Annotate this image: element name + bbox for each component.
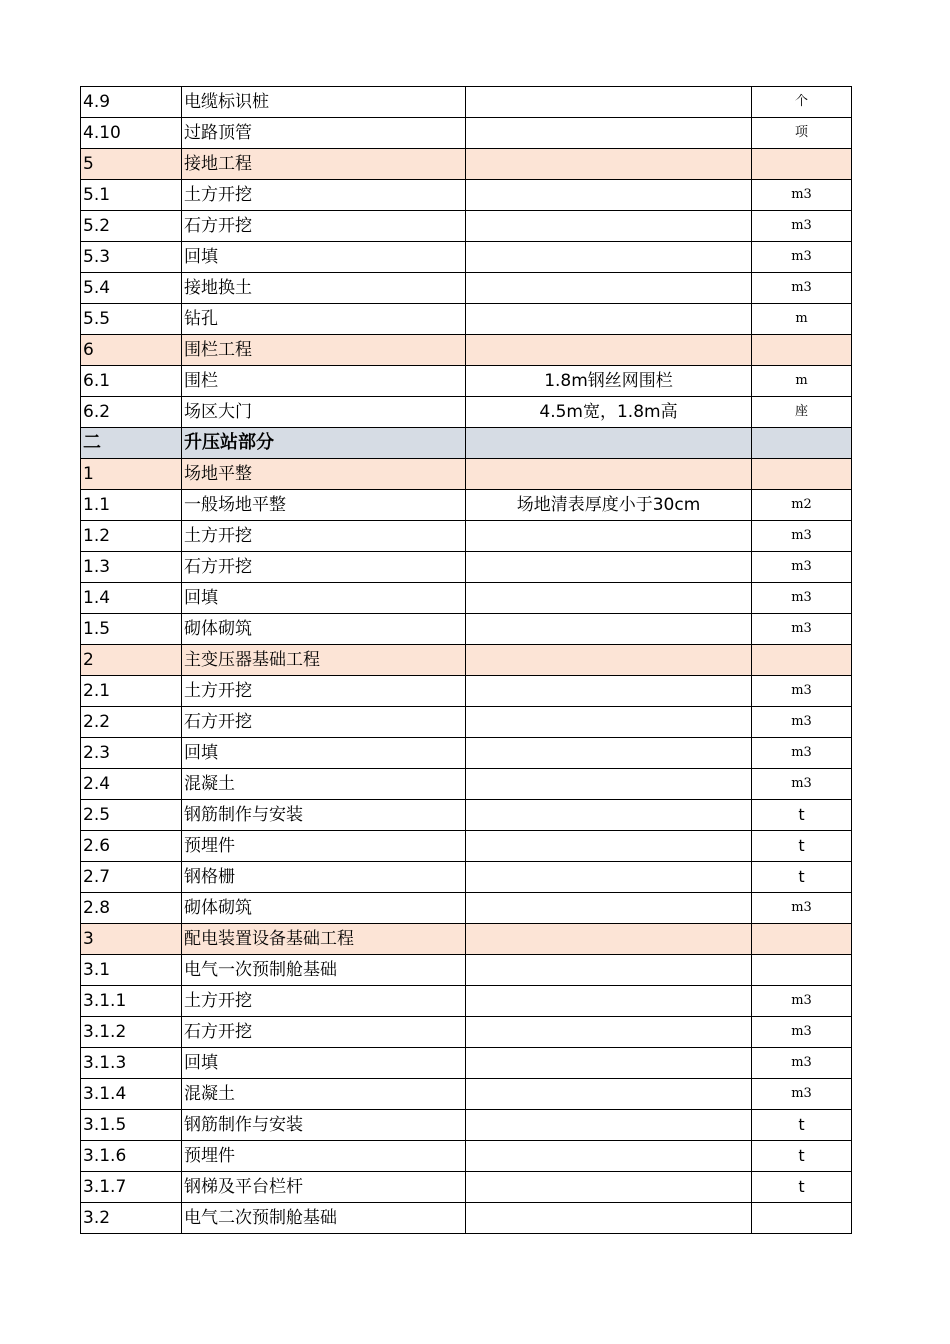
item-number-cell[interactable]: 2.4 [81,769,182,800]
unit-cell[interactable]: m3 [752,242,852,273]
spec-cell[interactable] [466,1079,752,1110]
unit-cell[interactable]: 座 [752,397,852,428]
item-name-cell[interactable]: 土方开挖 [182,986,466,1017]
unit-cell[interactable]: 项 [752,118,852,149]
table-row [81,1079,852,1110]
item-name-cell[interactable]: 石方开挖 [182,707,466,738]
table-row [81,583,852,614]
item-name-cell[interactable]: 土方开挖 [182,676,466,707]
item-number-cell[interactable]: 2 [81,645,182,676]
unit-cell[interactable]: m [752,366,852,397]
table-row [81,1017,852,1048]
subsection-header-row [81,924,852,955]
item-name-cell[interactable]: 电气一次预制舱基础 [182,955,466,986]
item-number-cell[interactable]: 3.1.7 [81,1172,182,1203]
unit-cell[interactable]: m3 [752,1017,852,1048]
unit-cell[interactable]: m3 [752,707,852,738]
item-name-cell[interactable]: 预埋件 [182,831,466,862]
unit-cell[interactable] [752,1203,852,1234]
item-name-cell[interactable]: 一般场地平整 [182,490,466,521]
spec-cell[interactable] [466,986,752,1017]
item-name-cell[interactable]: 混凝土 [182,1079,466,1110]
item-number-cell[interactable]: 2.5 [81,800,182,831]
table-row [81,738,852,769]
item-name-cell[interactable]: 接地工程 [182,149,466,180]
item-number-cell[interactable]: 1.3 [81,552,182,583]
unit-cell[interactable] [752,428,852,459]
spec-cell[interactable] [466,428,752,459]
unit-cell[interactable] [752,955,852,986]
item-number-cell[interactable]: 2.1 [81,676,182,707]
spec-cell[interactable] [466,614,752,645]
item-name-cell[interactable]: 电气二次预制舱基础 [182,1203,466,1234]
unit-cell[interactable]: 个 [752,87,852,118]
item-name-cell[interactable]: 升压站部分 [182,428,466,459]
table-row [81,180,852,211]
spec-cell[interactable] [466,459,752,490]
table-row [81,490,852,521]
spec-cell[interactable]: 4.5m宽，1.8m高 [466,397,752,428]
item-number-cell[interactable]: 2.3 [81,738,182,769]
item-name-cell[interactable]: 回填 [182,583,466,614]
unit-cell[interactable]: m3 [752,180,852,211]
spec-cell[interactable] [466,1172,752,1203]
item-number-cell[interactable]: 6.1 [81,366,182,397]
spec-cell[interactable] [466,149,752,180]
spec-cell[interactable] [466,1141,752,1172]
spec-cell[interactable] [466,583,752,614]
quantity-table [80,86,852,1234]
spec-cell[interactable] [466,335,752,366]
item-number-cell[interactable]: 6.2 [81,397,182,428]
table-row [81,614,852,645]
item-number-cell[interactable]: 6 [81,335,182,366]
item-number-cell[interactable]: 4.10 [81,118,182,149]
unit-cell[interactable]: m3 [752,676,852,707]
unit-cell[interactable] [752,459,852,490]
item-name-cell[interactable]: 砌体砌筑 [182,614,466,645]
table-row [81,1203,852,1234]
table-row [81,831,852,862]
item-name-cell[interactable]: 石方开挖 [182,552,466,583]
table-row [81,955,852,986]
spec-cell[interactable] [466,645,752,676]
item-name-cell[interactable]: 混凝土 [182,769,466,800]
item-name-cell[interactable]: 石方开挖 [182,211,466,242]
item-number-cell[interactable]: 1 [81,459,182,490]
item-name-cell[interactable]: 回填 [182,738,466,769]
table-row [81,1048,852,1079]
unit-cell[interactable] [752,924,852,955]
item-name-cell[interactable]: 钻孔 [182,304,466,335]
table-row [81,521,852,552]
spec-cell[interactable] [466,242,752,273]
item-name-cell[interactable]: 过路顶管 [182,118,466,149]
item-number-cell[interactable]: 5.1 [81,180,182,211]
unit-cell[interactable]: m3 [752,521,852,552]
table-row [81,893,852,924]
unit-cell[interactable]: m3 [752,986,852,1017]
spec-cell[interactable] [466,800,752,831]
subsection-header-row [81,645,852,676]
spec-cell[interactable] [466,304,752,335]
item-name-cell[interactable]: 砌体砌筑 [182,893,466,924]
spec-cell[interactable] [466,955,752,986]
spec-cell[interactable] [466,1017,752,1048]
item-name-cell[interactable]: 石方开挖 [182,1017,466,1048]
table-row [81,118,852,149]
item-name-cell[interactable]: 电缆标识桩 [182,87,466,118]
item-number-cell[interactable]: 3.1.5 [81,1110,182,1141]
spec-cell[interactable] [466,769,752,800]
unit-cell[interactable]: m3 [752,552,852,583]
unit-cell[interactable]: m3 [752,614,852,645]
table-row [81,366,852,397]
table-row [81,397,852,428]
item-number-cell[interactable]: 4.9 [81,87,182,118]
item-number-cell[interactable]: 5.5 [81,304,182,335]
table-row [81,87,852,118]
item-name-cell[interactable]: 回填 [182,1048,466,1079]
item-name-cell[interactable]: 场区大门 [182,397,466,428]
spec-cell[interactable]: 1.8m钢丝网围栏 [466,366,752,397]
unit-cell[interactable]: m3 [752,583,852,614]
item-number-cell[interactable]: 3.1.3 [81,1048,182,1079]
subsection-header-row [81,459,852,490]
item-number-cell[interactable]: 1.4 [81,583,182,614]
spec-cell[interactable] [466,118,752,149]
table-row [81,211,852,242]
table-row [81,769,852,800]
item-number-cell[interactable]: 5.4 [81,273,182,304]
item-number-cell[interactable]: 2.7 [81,862,182,893]
spec-cell[interactable] [466,211,752,242]
item-number-cell[interactable]: 3.1 [81,955,182,986]
table-row [81,986,852,1017]
spec-cell[interactable] [466,738,752,769]
item-number-cell[interactable]: 2.8 [81,893,182,924]
item-name-cell[interactable]: 钢格栅 [182,862,466,893]
item-number-cell[interactable]: 5.2 [81,211,182,242]
item-number-cell[interactable]: 5 [81,149,182,180]
unit-cell[interactable]: m3 [752,893,852,924]
unit-cell[interactable] [752,645,852,676]
item-name-cell[interactable]: 钢筋制作与安装 [182,800,466,831]
section-header-row [81,428,852,459]
unit-cell[interactable]: t [752,1110,852,1141]
spec-cell[interactable] [466,87,752,118]
table-row [81,862,852,893]
item-name-cell[interactable]: 土方开挖 [182,521,466,552]
item-name-cell[interactable]: 钢筋制作与安装 [182,1110,466,1141]
unit-cell[interactable]: m3 [752,738,852,769]
table-row [81,800,852,831]
spec-cell[interactable] [466,521,752,552]
item-name-cell[interactable]: 预埋件 [182,1141,466,1172]
spec-cell[interactable] [466,1110,752,1141]
item-name-cell[interactable]: 场地平整 [182,459,466,490]
item-number-cell[interactable]: 3 [81,924,182,955]
table-row [81,1110,852,1141]
item-number-cell[interactable]: 3.1.6 [81,1141,182,1172]
item-name-cell[interactable]: 接地换土 [182,273,466,304]
spec-cell[interactable] [466,676,752,707]
table-row [81,304,852,335]
item-number-cell[interactable]: 3.2 [81,1203,182,1234]
item-name-cell[interactable]: 配电装置设备基础工程 [182,924,466,955]
item-number-cell[interactable]: 3.1.4 [81,1079,182,1110]
unit-cell[interactable]: t [752,800,852,831]
spec-cell[interactable] [466,1203,752,1234]
item-number-cell[interactable]: 1.1 [81,490,182,521]
item-number-cell[interactable]: 1.2 [81,521,182,552]
table-body [81,87,852,1234]
table-row [81,1172,852,1203]
spec-cell[interactable] [466,862,752,893]
item-name-cell[interactable]: 钢梯及平台栏杆 [182,1172,466,1203]
item-name-cell[interactable]: 围栏 [182,366,466,397]
spec-cell[interactable] [466,707,752,738]
spec-cell[interactable] [466,552,752,583]
unit-cell[interactable]: m2 [752,490,852,521]
item-number-cell[interactable]: 2.6 [81,831,182,862]
unit-cell[interactable]: m3 [752,273,852,304]
table-row [81,1141,852,1172]
item-number-cell[interactable]: 3.1.1 [81,986,182,1017]
spec-cell[interactable] [466,893,752,924]
table-row [81,707,852,738]
spec-cell[interactable] [466,180,752,211]
item-number-cell[interactable]: 二 [81,428,182,459]
item-number-cell[interactable]: 3.1.2 [81,1017,182,1048]
item-number-cell[interactable]: 1.5 [81,614,182,645]
spec-cell[interactable] [466,831,752,862]
spec-cell[interactable] [466,273,752,304]
unit-cell[interactable]: m3 [752,1048,852,1079]
table-row [81,273,852,304]
table-row [81,552,852,583]
table-row [81,242,852,273]
item-number-cell[interactable]: 2.2 [81,707,182,738]
item-name-cell[interactable]: 回填 [182,242,466,273]
unit-cell[interactable]: m [752,304,852,335]
unit-cell[interactable]: t [752,1172,852,1203]
unit-cell[interactable]: m3 [752,211,852,242]
item-name-cell[interactable]: 土方开挖 [182,180,466,211]
table-row [81,676,852,707]
item-name-cell[interactable]: 围栏工程 [182,335,466,366]
unit-cell[interactable]: m3 [752,769,852,800]
unit-cell[interactable]: t [752,1141,852,1172]
unit-cell[interactable]: t [752,862,852,893]
subsection-header-row [81,335,852,366]
unit-cell[interactable]: t [752,831,852,862]
item-name-cell[interactable]: 主变压器基础工程 [182,645,466,676]
unit-cell[interactable]: m3 [752,1079,852,1110]
spec-cell[interactable]: 场地清表厚度小于30cm [466,490,752,521]
spec-cell[interactable] [466,924,752,955]
subsection-header-row [81,149,852,180]
item-number-cell[interactable]: 5.3 [81,242,182,273]
unit-cell[interactable] [752,149,852,180]
spec-cell[interactable] [466,1048,752,1079]
unit-cell[interactable] [752,335,852,366]
